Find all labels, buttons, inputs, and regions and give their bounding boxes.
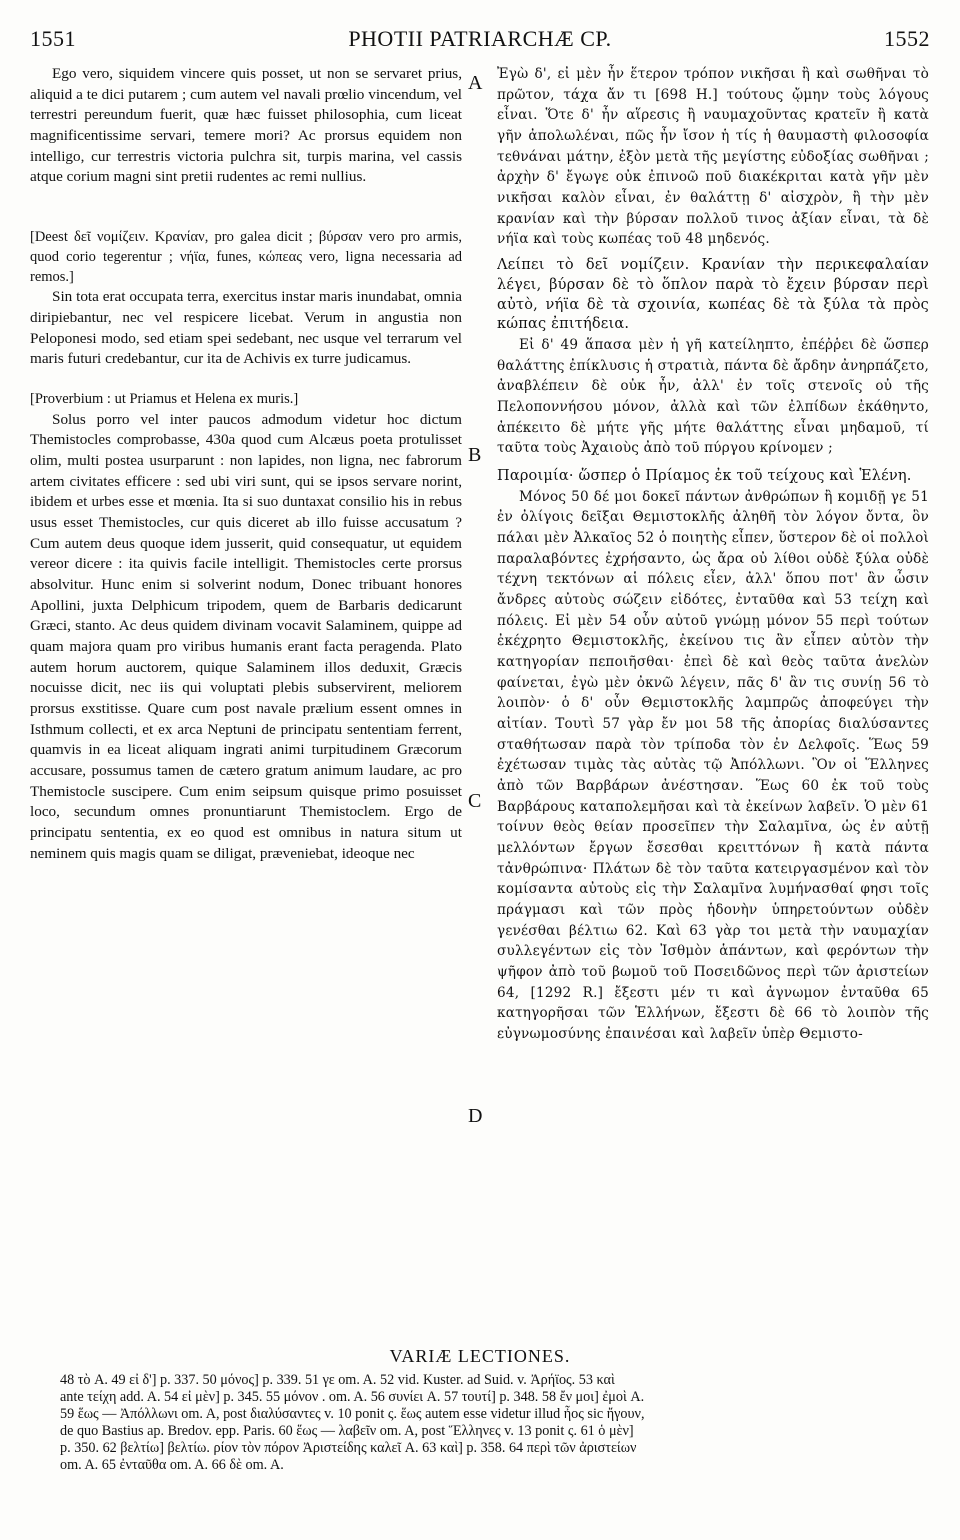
footnote-line: 59 ἕως — Ἀπόλλωνι om. A, post διαλύσαντες v. 10 ponit ς. ἕως autem esse videtur illud ἦος sic ἤγουν, [60, 1406, 645, 1422]
latin-paragraph-1: Ego vero, siquidem vincere quis posset, ut non se servaret prius, aliquid a te dici putarem ; cum autem vel navali prœlio vincendum, vel terrestri pereundum fuerit, quæ hæc fuisset philosophia, cum liceat magnificentissime servari, temere mori? Ac prorsus equidem non intelligo, cur terrestris victoria pulchra sit, turpis marina, vel cassis atque corium magni sint pretii rudentes ac remi nullius. [30, 65, 462, 186]
variae-lectiones-title: VARIÆ LECTIONES. [389, 1346, 571, 1366]
greek-scholion-1: Λείπει τὸ δεῖ νομίζειν. Κρανίαν τὴν περικεφαλαίαν λέγει, βύρσαν δὲ τὸ ὅπλον παρὰ τὸ ἔχειν βύρσαν περὶ αὐτὸ, νήϊα δὲ τὰ σχοινία, κωπέας δὲ τὰ ξύλα τὰ πρὸς κώπας ἐπιτήδεια. [497, 256, 929, 333]
page-number-left: 1551 [30, 26, 76, 51]
latin-scholion-1: [Deest δεῖ νομίζειν. Κρανίαν, pro galea dicit ; βύρσαν vero pro armis, quod corio tegerentur ; νήϊα, funes, κώπεας vero, ligna necessaria ad remos.] [30, 228, 462, 285]
footnote-line: 48 τὸ A. 49 εἰ δ'] p. 337. 50 μόνος] p. 339. 51 γε om. A. 52 vid. Kuster. ad Suid. v. Ἀρήϊος. 53 καὶ [60, 1372, 615, 1388]
greek-paragraph-3: Μόνος 50 δέ μοι δοκεῖ πάντων ἀνθρώπων ἢ κομιδῇ γε 51 ἐν ὀλίγοις δεῖξαι Θεμιστοκλῆς ἀληθῆ τὸν λόγον ὄντα, ὃν πάλαι μὲν Ἀλκαῖος 52 ὁ ποιητὴς εἶπεν, ὕστερον δὲ οἱ πολλοὶ παραλαβόντες ἐχρήσαντο, ὡς ἄρα οὐ λίθοι οὐδὲ ξύλα οὐδὲ τέχνη τεκτόνων αἱ πόλεις εἶεν, ἀλλ' ὅπου ποτ' ἂν ὦσιν ἄνδρες αὐτοὺς σώζειν εἰδότες, ἐνταῦθα καὶ 53 τείχη καὶ πόλεις. Εἰ μὲν 54 οὖν αὐτοῦ γνώμῃ μόνον 55 περὶ τούτων ἐκέχρητο Θεμιστοκλῆς, ἐκείνου τις ἂν εἶπεν αὐτὸν τὴν κατηγορίαν πεποιῆσθαι· ἐπεὶ δὲ καὶ θεὸς ταῦτα ἀνελὼν φαίνεται, ἐγὼ μὲν ὀκνῶ λέγειν, πᾶς δ' ἂν τις συνίῃ 56 τὸ λοιπὸν· ὁ δ' οὖν Θεμιστοκλῆς λαμπρῶς ἀποφεύγει τὴν αἰτίαν. Τουτὶ 57 γὰρ ἔν μοι 58 τῆς ἀπορίας διαλύσαντες σταθήτωσαν παρὰ τὸν τρίποδα τὸν ἐν Δελφοῖς. Ἕως 59 ἐχέτωσαν τιμὰς τὰς αὐτὰς τῷ Ἀπόλλωνι. Ὃν οἱ Ἕλληνες ἀπὸ τῶν Βαρβάρων ἀνέστησαν. Ἕως 60 ἐκ τοῦ τοὺς Βαρβάρους καταπολεμῆσαι καὶ τὰ ἐκείνων λαβεῖν. Ὁ μὲν 61 τοίνυν θεὸς θείαν προσεῖπεν τὴν Σαλαμῖνα, ὡς ἐν αὐτῇ μελλόντων ἔργων ἔσεσθαι κρειττόνων ἢ κατὰ πάντα τἀνθρώπινα· Πλάτων δὲ τὸν ταῦτα κατειργασμένον καὶ τὸν κομίσαντα αὐτοὺς εἰς τὴν Σαλαμῖνα λυμήνασθαί φησι τοῖς πράγμασι καὶ τῶν πρὸς ἡδονὴν ὑπηρετούντων οὐδὲν γενέσθαι βέλτιω 62. Καὶ 63 γὰρ τοι μετὰ τὴν ναυμαχίαν συλλεγέντων εἰς τὸν Ἰσθμὸν ἁπάντων, καὶ φερόντων τὴν ψῆφον ἀπὸ τοῦ βωμοῦ τοῦ Ποσειδῶνος περὶ τῶν ἀριστείων 64, [1292 R.] ἔξεστι μέν τι καὶ ἀγνωμον ἐνταῦθα 65 κατηγορῆσαι τῶν Ἑλλήνων, ἔξεστι δὲ 66 τὸ λοιπὸν τῆς εὐγνωμοσύνης ἐπαινέσαι καὶ λαβεῖν ὑπὲρ Θεμιστο- [497, 488, 929, 1042]
running-title: PHOTII PATRIARCHÆ CP. [348, 26, 612, 51]
section-marker-a: A [468, 72, 483, 94]
greek-paragraph-2: Εἰ δ' 49 ἅπασα μὲν ἡ γῆ κατείληπτο, ἐπέῤῥει δὲ ὥσπερ θαλάττης ἐπίκλυσις ἡ στρατιὰ, πάντα δὲ ἄρδην ἀνηρπάζετο, ἀναβλέπειν δὲ οὐκ ἦν, ἀλλ' ἐν τοῖς στενοῖς οὐ τῆς Πελοποννήσου μόνον, ἀλλὰ καὶ τῶν ἐλπίδων ἐκάθηντο, ἀπέκειτο δὲ μήτε γῆς μήτε θαλάττης εἶναι μηδαμοῦ, τί ταῦτα τοὺς Ἀχαιοὺς ἀπὸ τοῦ πύργου κρίνομεν ; [497, 337, 929, 457]
greek-column [497, 64, 929, 1339]
footnote-line: p. 350. 62 βελτίω] βελτίω. ρίον τὸν πόρον Ἀριστείδης καλεῖ A. 63 καὶ] p. 358. 64 περὶ τῶν ἀριστείων [60, 1440, 637, 1456]
section-marker-c: C [468, 790, 482, 812]
footnotes [60, 1372, 930, 1474]
greek-scholion-2: Παροιμία· ὥσπερ ὁ Πρίαμος ἐκ τοῦ τείχους καὶ Ἑλένη. [497, 468, 912, 485]
latin-column [30, 64, 462, 1339]
latin-scholion-2: [Proverbium : ut Priamus et Helena ex muris.] [30, 390, 299, 407]
footnote-line: om. A. 65 ἐνταῦθα om. A. 66 δὲ om. A. [60, 1457, 284, 1473]
latin-paragraph-3: Solus porro vel inter paucos admodum videtur hoc dictum Themistocles comprobasse, 430a quod cum Alcæus poeta protulisset olim, multi postea usurparunt : non lapides, non ligna, nec fabrorum artem civitates efficere : sed ubi viri sunt, qui se ipsos servare norint, ibidem et urbes esse et mœnia. Ita si suo duntaxat consilio his in rebus usus esset Themistocles, cur quis diceret ab illo fuisse accusatum ? Cum autem deus quoque idem jusserit, quid consequatur, ut equidem vereor dicere : ita quivis facile intelligit. Themistocles certe prorsus absolvitur. Hunc enim si solverint nodum, Donec tribuant honores Apollini, juxta Delphicum tripodem, quem de Barbaris dedicarunt Græci, stanto. Ac deus quidem divinam vocavit Salaminem, quippe ad quam majora quam pro viribus humanis erant facta peragenda. Plato autem horum auctorem, quique Salaminem illos deduxit, Græcis nocuisse dicit, nec iis qui voluptati plebis subservirent, meliorem prorsus exstitisse. Quare cum post navale prælium essent omnes in Isthmum collecti, et ex arca Neptuni de principatu sententiam ferrent, quamvis in ea liceat aliquam ingrati animi turpitudinem Græcorum accusare, possumus tamen de cætero gratum animum laudare, ac pro Themistocle suscipere. Cum enim seipsum quisque primo posuisset loco, secundum omnes pronuntiarunt Themistoclem. Ergo de principatu sententia, ex eo quod est omnibus in natura situm ut neminem quis magis quam se diligat, præveniebat, ideoque nec [30, 410, 462, 862]
page-number-right: 1552 [884, 26, 930, 51]
running-header [30, 26, 930, 56]
footnote-line: ante τείχη add. A. 54 εἰ μὲν] p. 345. 55 μόνον . om. A. 56 συνίει A. 57 τουτί] p. 348. 58 ἔν μοι] ἐμοὶ A. [60, 1389, 645, 1405]
latin-paragraph-2: Sin tota erat occupata terra, exercitus instar maris inundabat, omnia diripiebantur, nec vel respicere licebat. Verum in angustia non Peloponesi modo, sed etiam spei sedebant, nec usque vel terrarum vel maris futuri credebantur, cur ita de Achivis ex turre judicamus. [30, 288, 462, 368]
section-marker-d: D [468, 1105, 483, 1127]
footnote-line: de quo Bastius ap. Bredov. epp. Paris. 60 ἕως — λαβεῖν om. A, post Ἕλληνες v. 13 ponit ς. 61 ὁ μὲν] [60, 1423, 634, 1439]
greek-paragraph-1: Ἐγὼ δ', εἰ μὲν ἦν ἕτερον τρόπον νικῆσαι ἢ καὶ σωθῆναι τὸ πρῶτον, τάχα ἄν τι [698 H.] τούτους ᾤμην τοὺς λόγους εἶναι. Ὅτε δ' ἦν αἵρεσις ἢ ναυμαχοῦντας κρατεῖν ἢ κατὰ γῆν ἀπολωλέναι, πῶς ἦν ἴσον ἡ τίς ἡ θαυμαστὴ φιλοσοφία τεθνάναι μάτην, ἐξὸν μετὰ τῆς μεγίστης εὐδοξίας σωθῆναι ; ἀρχὴν δ' ἔγωγε οὐκ ἐπινοῶ ποῦ διακέκριται κατὰ γῆν μὲν νικῆσαι καλὸν εἶναι, ἐν θαλάττῃ δ' αἰσχρὸν, ἢ τὴν μὲν κρανίαν καὶ τὴν βύρσαν πολλοῦ τινος ἀξίαν εἶναι, τὰ δὲ νήϊα καὶ τοὺς κωπέας τοῦ 48 μηδενός. [497, 66, 929, 248]
section-marker-b: B [468, 444, 482, 466]
